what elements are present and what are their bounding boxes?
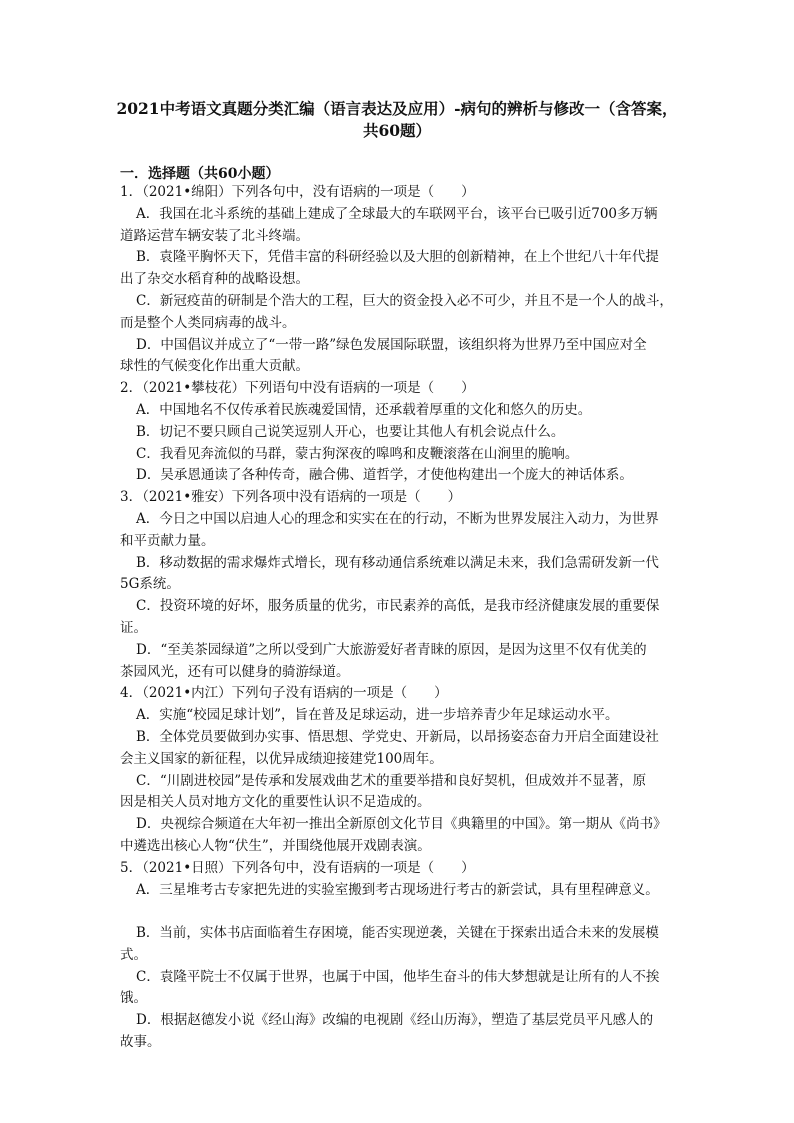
title-line-1: 2021中考语文真题分类汇编（语言表达及应用）-病句的辨析与修改一（含答案， — [116, 99, 678, 118]
answer-option: A．中国地名不仅传承着民族魂爱国情，还承载着厚重的文化和悠久的历史。 — [136, 401, 592, 418]
document-title — [105, 98, 689, 142]
question-list — [120, 182, 674, 1054]
text-line: 故事。 — [120, 1034, 161, 1051]
answer-option: B．当前，实体书店面临着生存困境，能否实现逆袭，关键在于探索出适合未来的发展模 — [136, 925, 659, 942]
question-stem: 3．（2021•雅安）下列各项中没有语病的一项是（ ） — [120, 489, 462, 506]
text-line: 会主义国家的新征程，以优异成绩迎接建党100周年。 — [120, 750, 443, 767]
answer-option: C．袁隆平院士不仅属于世界，也属于中国，他毕生奋斗的伟大梦想就是让所有的人不挨 — [136, 968, 660, 985]
answer-option: D．“至美茶园绿道”之所以受到广大旅游爱好者青睐的原因，是因为这里不仅有优美的 — [136, 641, 647, 658]
answer-option: B．全体党员要做到办实事、悟思想、学党史、开新局，以昂扬姿态奋力开启全面建设社 — [136, 728, 659, 745]
text-line: 证。 — [120, 619, 147, 636]
answer-option: C．新冠疫苗的研制是个浩大的工程，巨大的资金投入必不可少，并且不是一个人的战斗， — [136, 292, 673, 309]
text-line: 饿。 — [120, 990, 147, 1007]
answer-option: D．央视综合频道在大年初一推出全新原创文化节目《典籍里的中国》。第一期从《尚书》 — [136, 816, 667, 833]
answer-option: B．切记不要只顾自己说笑逗别人开心，也要让其他人有机会说点什么。 — [136, 423, 565, 440]
answer-option: A．今日之中国以启迪人心的理念和实实在在的行动，不断为世界发展注入动力，为世界 — [136, 510, 659, 527]
answer-option: B．袁隆平胸怀天下，凭借丰富的科研经验以及大胆的创新精神，在上个世纪八十年代提 — [136, 249, 659, 266]
text-line: 因是相关人员对地方文化的重要性认识不足造成的。 — [120, 794, 431, 811]
text-line: 式。 — [120, 946, 147, 963]
title-line-2: 共60题） — [362, 121, 432, 140]
text-line: 中遴选出核心人物“伏生”，并围绕他展开戏剧表演。 — [120, 837, 431, 854]
section-heading: 一．选择题（共60小题） — [120, 166, 280, 182]
text-line: 和平贡献力量。 — [120, 532, 215, 549]
answer-option: D．中国倡议并成立了“一带一路”绿色发展国际联盟，该组织将为世界乃至中国应对全 — [136, 336, 647, 353]
answer-option: D．吴承恩通读了各种传奇，融合佛、道哲学，才使他构建出一个庞大的神话体系。 — [136, 467, 633, 484]
answer-option: B．移动数据的需求爆炸式增长，现有移动通信系统难以满足未来，我们急需研发新一代 — [136, 554, 659, 571]
answer-option: A．三星堆考古专家把先进的实验室搬到考古现场进行考古的新尝试，具有里程碑意义。 — [136, 881, 659, 898]
text-line — [120, 901, 674, 923]
text-line: 道路运营车辆安装了北斗终端。 — [120, 227, 309, 244]
answer-option: C．我看见奔流似的马群，蒙古狗深夜的嗥鸣和皮鞭滚落在山涧里的脆响。 — [136, 445, 579, 462]
text-line: 出了杂交水稻育种的战略设想。 — [120, 271, 309, 288]
answer-option: C．投资环境的好坏，服务质量的优劣，市民素养的高低，是我市经济健康发展的重要保 — [136, 598, 660, 615]
question-stem: 4．（2021•内江）下列句子没有语病的一项是（ ） — [120, 685, 448, 702]
answer-option: D．根据赵德发小说《经山海》改编的电视剧《经山历海》，塑造了基层党员平凡感人的 — [136, 1012, 654, 1029]
answer-option: A．我国在北斗系统的基础上建成了全球最大的车联网平台，该平台已吸引近700多万辆 — [136, 205, 658, 222]
answer-option: A．实施“校园足球计划”，旨在普及足球运动，进一步培养青少年足球运动水平。 — [136, 707, 619, 724]
text-line: 球性的气候变化作出重大贡献。 — [120, 358, 309, 375]
question-stem: 5．（2021•日照）下列各句中，没有语病的一项是（ ） — [120, 859, 475, 876]
question-stem: 1．（2021•绵阳）下列各句中，没有语病的一项是（ ） — [120, 184, 475, 200]
answer-option: C．“川剧进校园”是传承和发展戏曲艺术的重要举措和良好契机，但成效并不显著，原 — [136, 772, 647, 789]
text-line: 而是整个人类同病毒的战斗。 — [120, 314, 296, 331]
text-line: 茶园风光，还有可以健身的骑游绿道。 — [120, 663, 350, 680]
text-line: 5G系统。 — [120, 576, 180, 593]
question-stem: 2．（2021•攀枝花）下列语句中没有语病的一项是（ ） — [120, 380, 475, 397]
